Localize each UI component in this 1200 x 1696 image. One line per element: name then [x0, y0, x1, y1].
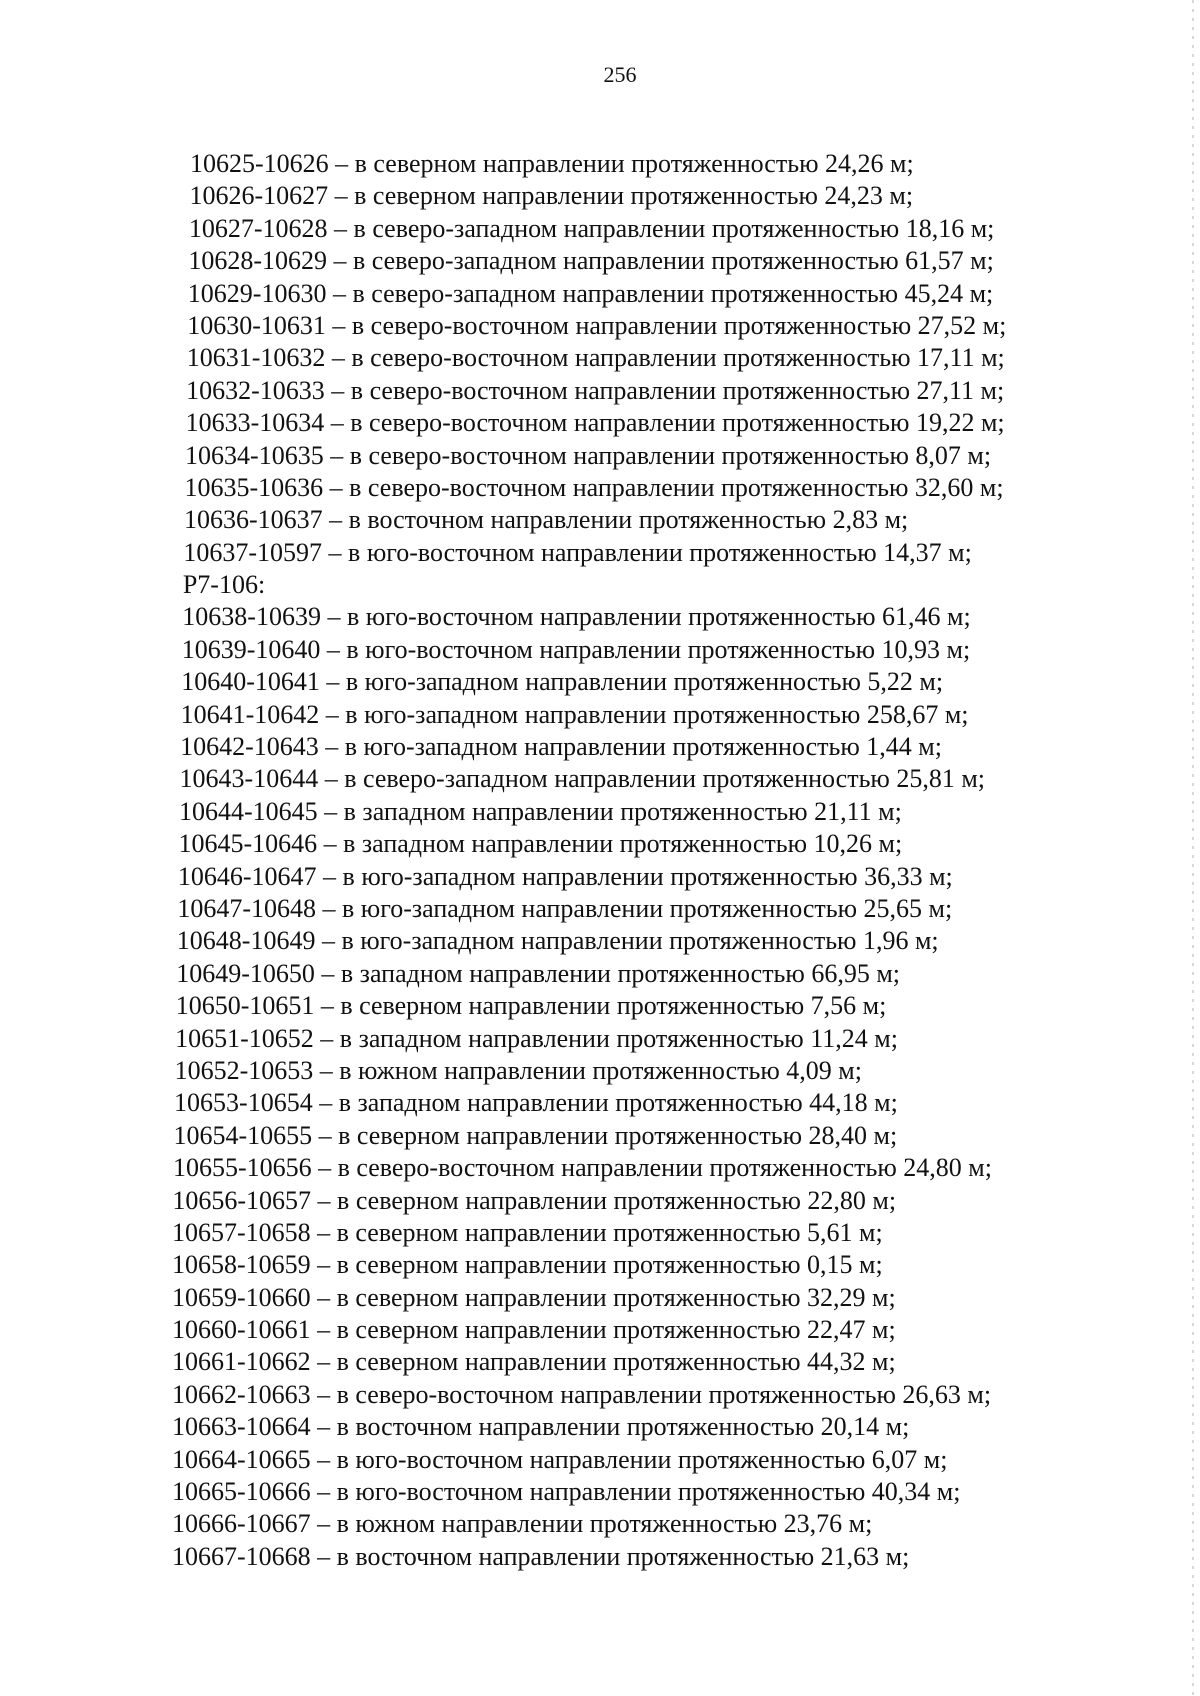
- boundary-segment-line: 10665-10666 – в юго-восточном направлении протяженностью 40,34 м;: [172, 1477, 961, 1507]
- boundary-segment-list: [172, 148, 1132, 1573]
- boundary-segment-line: 10629-10630 – в северо-западном направлении протяженностью 45,24 м;: [187, 278, 994, 308]
- boundary-segment-line: 10649-10650 – в западном направлении протяженностью 66,95 м;: [176, 958, 901, 988]
- boundary-segment-line: 10652-10653 – в южном направлении протяженностью 4,09 м;: [174, 1055, 862, 1085]
- boundary-segment-line: 10636-10637 – в восточном направлении протяженностью 2,83 м;: [183, 505, 909, 535]
- boundary-segment-line: 10640-10641 – в юго-западном направлении протяженностью 5,22 м;: [181, 667, 944, 697]
- boundary-segment-line: 10666-10667 – в южном направлении протяженностью 23,76 м;: [172, 1509, 873, 1539]
- boundary-segment-line: 10654-10655 – в северном направлении протяженностью 28,40 м;: [173, 1120, 898, 1150]
- boundary-segment-line: 10648-10649 – в юго-западном направлении протяженностью 1,96 м;: [176, 926, 939, 956]
- boundary-segment-line: 10663-10664 – в восточном направлении протяженностью 20,14 м;: [172, 1412, 910, 1442]
- boundary-segment-line: 10646-10647 – в юго-западном направлении протяженностью 36,33 м;: [177, 861, 953, 891]
- boundary-segment-line: 10642-10643 – в юго-западном направлении протяженностью 1,44 м;: [180, 732, 942, 762]
- boundary-segment-line: 10635-10636 – в северо-восточном направлении протяженностью 32,60 м;: [184, 472, 1004, 502]
- boundary-segment-line: 10638-10639 – в юго-восточном направлении протяженностью 61,46 м;: [182, 602, 971, 632]
- page-number: 256: [603, 62, 637, 87]
- boundary-segment-line: 10630-10631 – в северо-восточном направлении протяженностью 27,52 м;: [187, 310, 1007, 340]
- boundary-segment-line: 10627-10628 – в северо-западном направлении протяженностью 18,16 м;: [188, 213, 995, 243]
- boundary-segment-line: 10625-10626 – в северном направлении протяженностью 24,26 м;: [190, 149, 914, 178]
- boundary-segment-line: 10633-10634 – в северо-восточном направлении протяженностью 19,22 м;: [185, 408, 1005, 438]
- scan-edge-artifact: [1192, 0, 1194, 1696]
- boundary-segment-line: 10626-10627 – в северном направлении протяженностью 24,23 м;: [189, 181, 914, 211]
- boundary-segment-line: 10660-10661 – в северном направлении протяженностью 22,47 м;: [172, 1315, 896, 1345]
- boundary-segment-line: 10664-10665 – в юго-восточном направлении протяженностью 6,07 м;: [172, 1444, 948, 1474]
- boundary-segment-line: 10655-10656 – в северо-восточном направлении протяженностью 24,80 м;: [172, 1153, 992, 1183]
- boundary-segment-line: 10667-10668 – в восточном направлении протяженностью 21,63 м;: [172, 1541, 910, 1571]
- boundary-segment-line: 10631-10632 – в северо-восточном направлении протяженностью 17,11 м;: [186, 343, 1005, 373]
- boundary-segment-line: 10643-10644 – в северо-западном направлении протяженностью 25,81 м;: [179, 764, 986, 794]
- boundary-segment-line: 10650-10651 – в северном направлении протяженностью 7,56 м;: [175, 991, 887, 1021]
- boundary-segment-line: 10632-10633 – в северо-восточном направлении протяженностью 27,11 м;: [186, 375, 1005, 405]
- boundary-segment-line: 10641-10642 – в юго-западном направлении протяженностью 258,67 м;: [180, 699, 969, 729]
- boundary-segment-line: 10645-10646 – в западном направлении протяженностью 10,26 м;: [178, 829, 903, 859]
- boundary-segment-line: 10644-10645 – в западном направлении протяженностью 21,11 м;: [179, 796, 902, 826]
- boundary-segment-line: 10628-10629 – в северо-западном направлении протяженностью 61,57 м;: [188, 246, 994, 276]
- boundary-segment-line: 10662-10663 – в северо-восточном направлении протяженностью 26,63 м;: [172, 1379, 992, 1409]
- section-heading: Р7-106:: [182, 570, 266, 600]
- boundary-segment-line: 10637-10597 – в юго-восточном направлении протяженностью 14,37 м;: [183, 537, 972, 567]
- boundary-segment-line: 10651-10652 – в западном направлении протяженностью 11,24 м;: [175, 1023, 898, 1053]
- boundary-segment-line: 10658-10659 – в северном направлении протяженностью 0,15 м;: [172, 1250, 883, 1280]
- boundary-segment-line: 10659-10660 – в северном направлении протяженностью 32,29 м;: [172, 1282, 896, 1312]
- boundary-segment-line: 10656-10657 – в северном направлении протяженностью 22,80 м;: [172, 1185, 897, 1215]
- boundary-segment-line: 10639-10640 – в юго-восточном направлении протяженностью 10,93 м;: [181, 634, 971, 664]
- boundary-segment-line: 10653-10654 – в западном направлении протяженностью 44,18 м;: [174, 1088, 898, 1118]
- boundary-segment-line: 10661-10662 – в северном направлении протяженностью 44,32 м;: [172, 1347, 896, 1377]
- boundary-segment-line: 10657-10658 – в северном направлении протяженностью 5,61 м;: [172, 1217, 883, 1247]
- boundary-segment-line: 10634-10635 – в северо-восточном направлении протяженностью 8,07 м;: [185, 440, 992, 470]
- boundary-segment-line: 10647-10648 – в юго-западном направлении протяженностью 25,65 м;: [177, 893, 953, 923]
